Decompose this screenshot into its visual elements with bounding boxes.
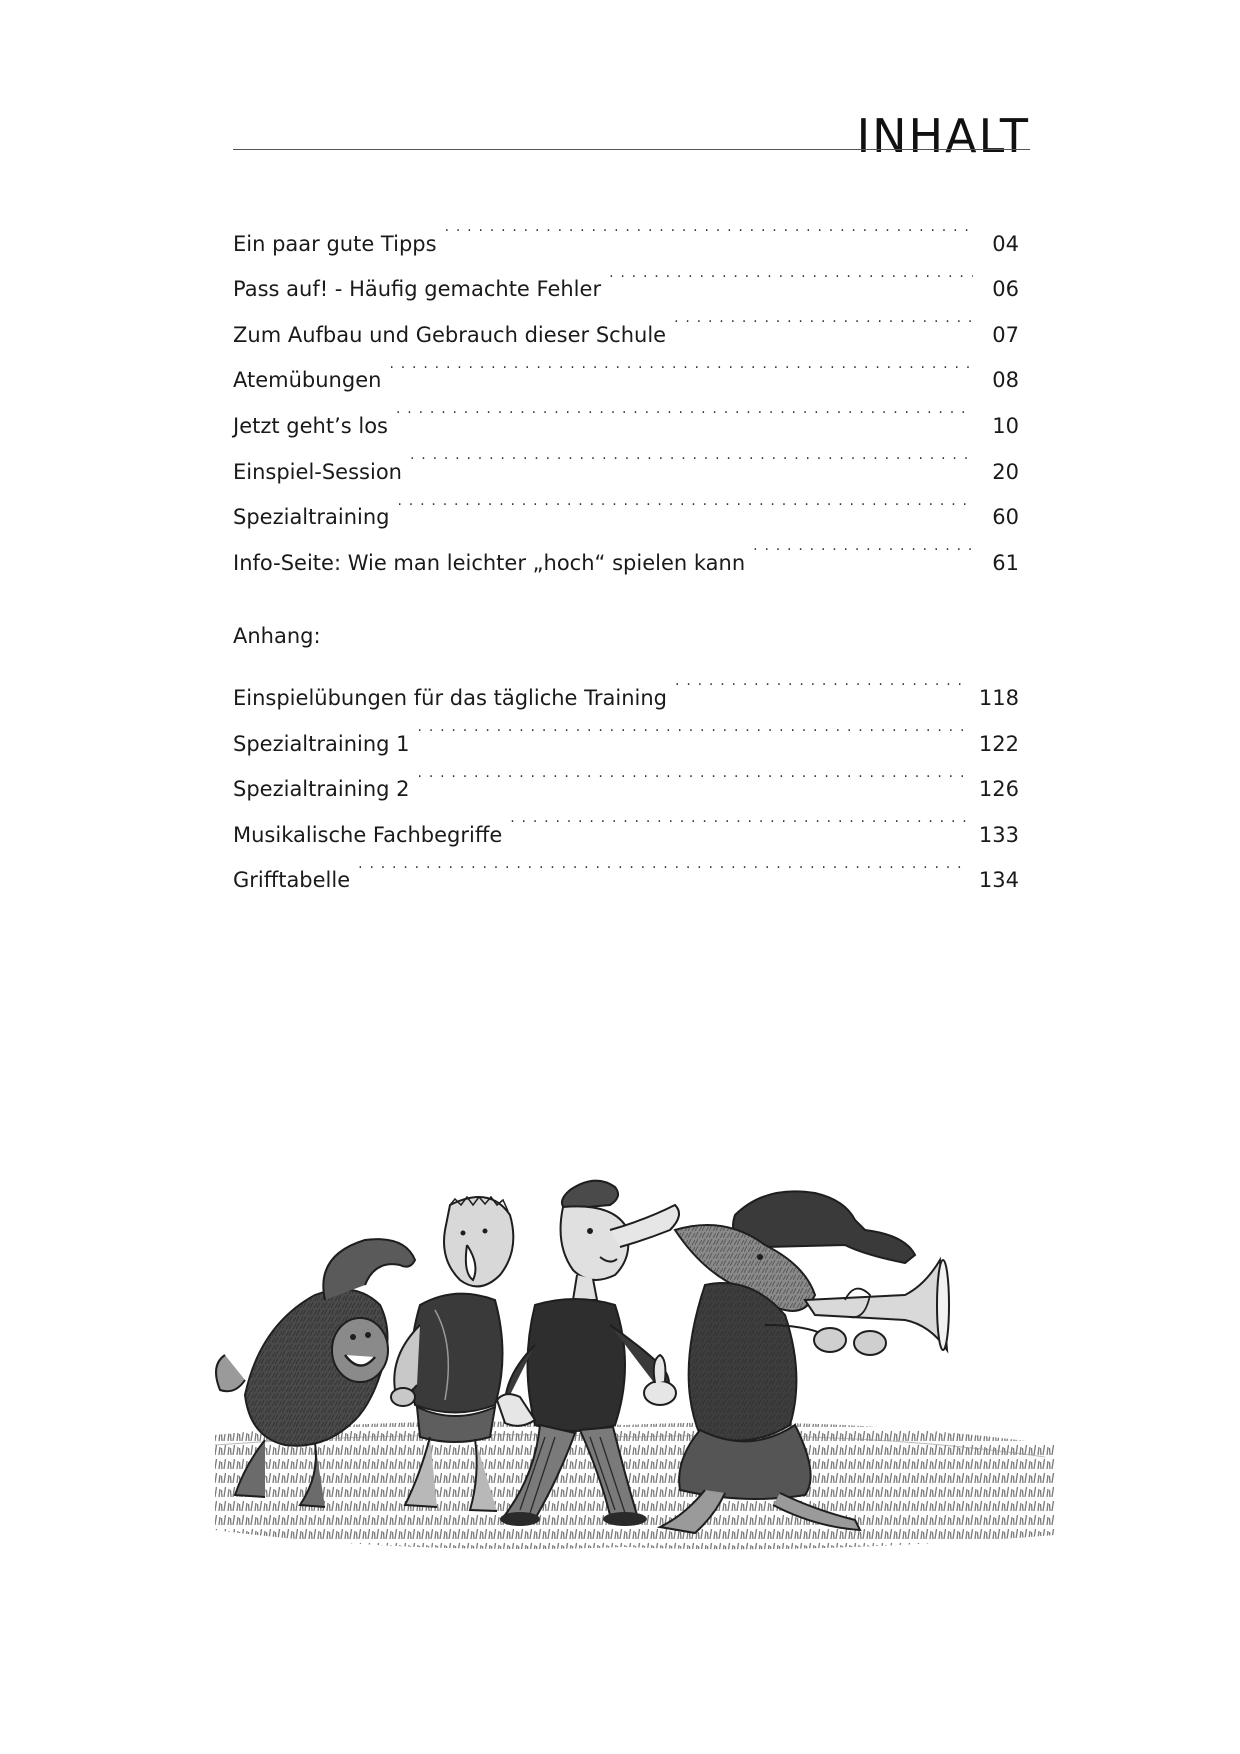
- dot-leader: [675, 659, 967, 705]
- dot-leader: [418, 751, 967, 797]
- toc-entry-page: 60: [992, 505, 1019, 530]
- toc-entry-page: 08: [992, 368, 1019, 393]
- appendix-heading: Anhang:: [233, 623, 321, 648]
- toc-entry-label: Einspiel-Session: [233, 459, 402, 484]
- toc-entry-page: 06: [992, 277, 1019, 302]
- toc-entry-page: 134: [978, 868, 1019, 893]
- toc-entry-page: 118: [978, 685, 1019, 710]
- dot-leader: [609, 251, 973, 297]
- toc-entry-label: Einspielübungen für das tägliche Training: [233, 685, 668, 710]
- toc-entry-page: 07: [992, 322, 1019, 347]
- table-of-contents: [233, 205, 1019, 893]
- toc-entry-page: 126: [978, 777, 1019, 802]
- toc-entry-page: 20: [992, 459, 1019, 484]
- dot-leader: [358, 842, 967, 888]
- toc-entry-label: Spezialtraining 2: [233, 777, 410, 802]
- toc-entry-page: 61: [992, 550, 1019, 575]
- dot-leader: [674, 296, 973, 342]
- cartoon-parade-illustration: [205, 1175, 1060, 1615]
- toc-entry-label: Ein paar gute Tipps: [233, 231, 437, 256]
- toc-entry-label: Jetzt geht’s los: [233, 413, 388, 438]
- toc-entry-page: 122: [978, 731, 1019, 756]
- dot-leader: [445, 205, 973, 251]
- dot-leader: [389, 342, 973, 388]
- toc-entry-label: Grifftabelle: [233, 868, 351, 893]
- toc-entry-label: Spezialtraining: [233, 505, 390, 530]
- toc-entry-label: Pass auf! - Häufig gemachte Fehler: [233, 277, 602, 302]
- dot-leader: [396, 387, 973, 433]
- appendix-entry[interactable]: [233, 659, 1019, 710]
- dot-leader: [753, 524, 973, 570]
- dot-leader: [418, 705, 967, 751]
- title-divider: [233, 149, 1030, 150]
- toc-entry[interactable]: [233, 205, 1019, 256]
- page-title: INHALT: [856, 108, 1030, 163]
- toc-entry-label: Zum Aufbau und Gebrauch dieser Schule: [233, 322, 667, 347]
- toc-entry-page: 10: [992, 413, 1019, 438]
- dot-leader: [510, 796, 967, 842]
- toc-entry-page: 04: [992, 231, 1019, 256]
- toc-entry-label: Spezialtraining 1: [233, 731, 410, 756]
- toc-entry-label: Musikalische Fachbegriffe: [233, 822, 503, 847]
- toc-entry-page: 133: [978, 822, 1019, 847]
- dot-leader: [398, 479, 974, 525]
- dot-leader: [410, 433, 973, 479]
- grass-field: [215, 1422, 1055, 1550]
- toc-entry-label: Atemübungen: [233, 368, 382, 393]
- toc-entry-label: Info-Seite: Wie man leichter „hoch“ spielen kann: [233, 550, 746, 575]
